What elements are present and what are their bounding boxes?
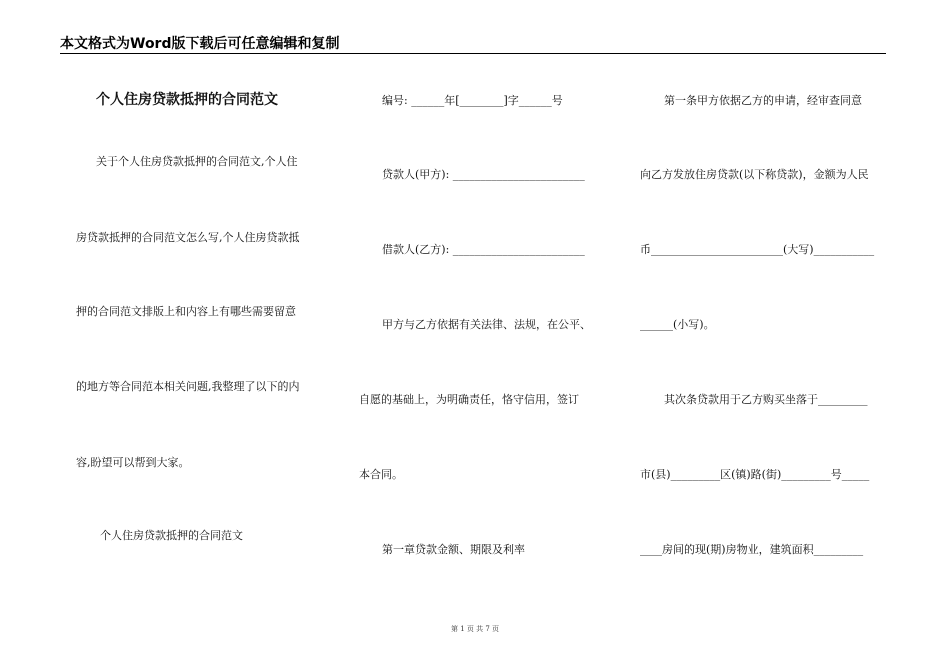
page-number: 第 1 页 共 7 页 xyxy=(450,625,500,633)
document-title: 个人住房贷款抵押的合同范文 xyxy=(96,92,278,108)
text-line: 个人住房贷款抵押的合同范文 xyxy=(100,529,243,542)
text-line: 币________________________(大写)___________ xyxy=(640,243,875,256)
text-line: 借款人(乙方): ________________________ xyxy=(382,243,585,256)
text-line: 贷款人(甲方): ________________________ xyxy=(382,168,585,181)
text-line: 甲方与乙方依据有关法律、法规，在公平、 xyxy=(382,318,591,331)
text-line: 容,盼望可以帮到大家。 xyxy=(76,456,190,469)
text-line: 押的合同范文排版上和内容上有哪些需要留意 xyxy=(76,305,296,318)
document-header: 本文格式为Word版下载后可任意编辑和复制 xyxy=(60,36,340,52)
header-rule xyxy=(60,53,886,54)
text-line: 第一条甲方依据乙方的申请，经审查同意 xyxy=(664,94,862,107)
text-line: 关于个人住房贷款抵押的合同范文,个人住 xyxy=(96,155,298,168)
text-line: 房贷款抵押的合同范文怎么写,个人住房贷款抵 xyxy=(76,231,300,244)
text-line: 编号: ______年[________]字______号 xyxy=(382,94,563,107)
text-line: ______(小写)。 xyxy=(640,318,715,331)
text-line: 本合同。 xyxy=(359,468,403,481)
text-line: 向乙方发放住房贷款(以下称贷款)，金额为人民 xyxy=(640,168,869,181)
text-line: 其次条贷款用于乙方购买坐落于_________ xyxy=(664,393,868,406)
text-line: 自愿的基础上，为明确责任，恪守信用，签订 xyxy=(359,393,579,406)
text-line: 第一章贷款金额、期限及利率 xyxy=(382,543,525,556)
text-line: 的地方等合同范本相关问题,我整理了以下的内 xyxy=(76,380,300,393)
text-line: ____房间的现(期)房物业，建筑面积_________ xyxy=(640,543,864,556)
text-line: 市(县)_________区(镇)路(街)_________号_____ xyxy=(640,468,870,481)
